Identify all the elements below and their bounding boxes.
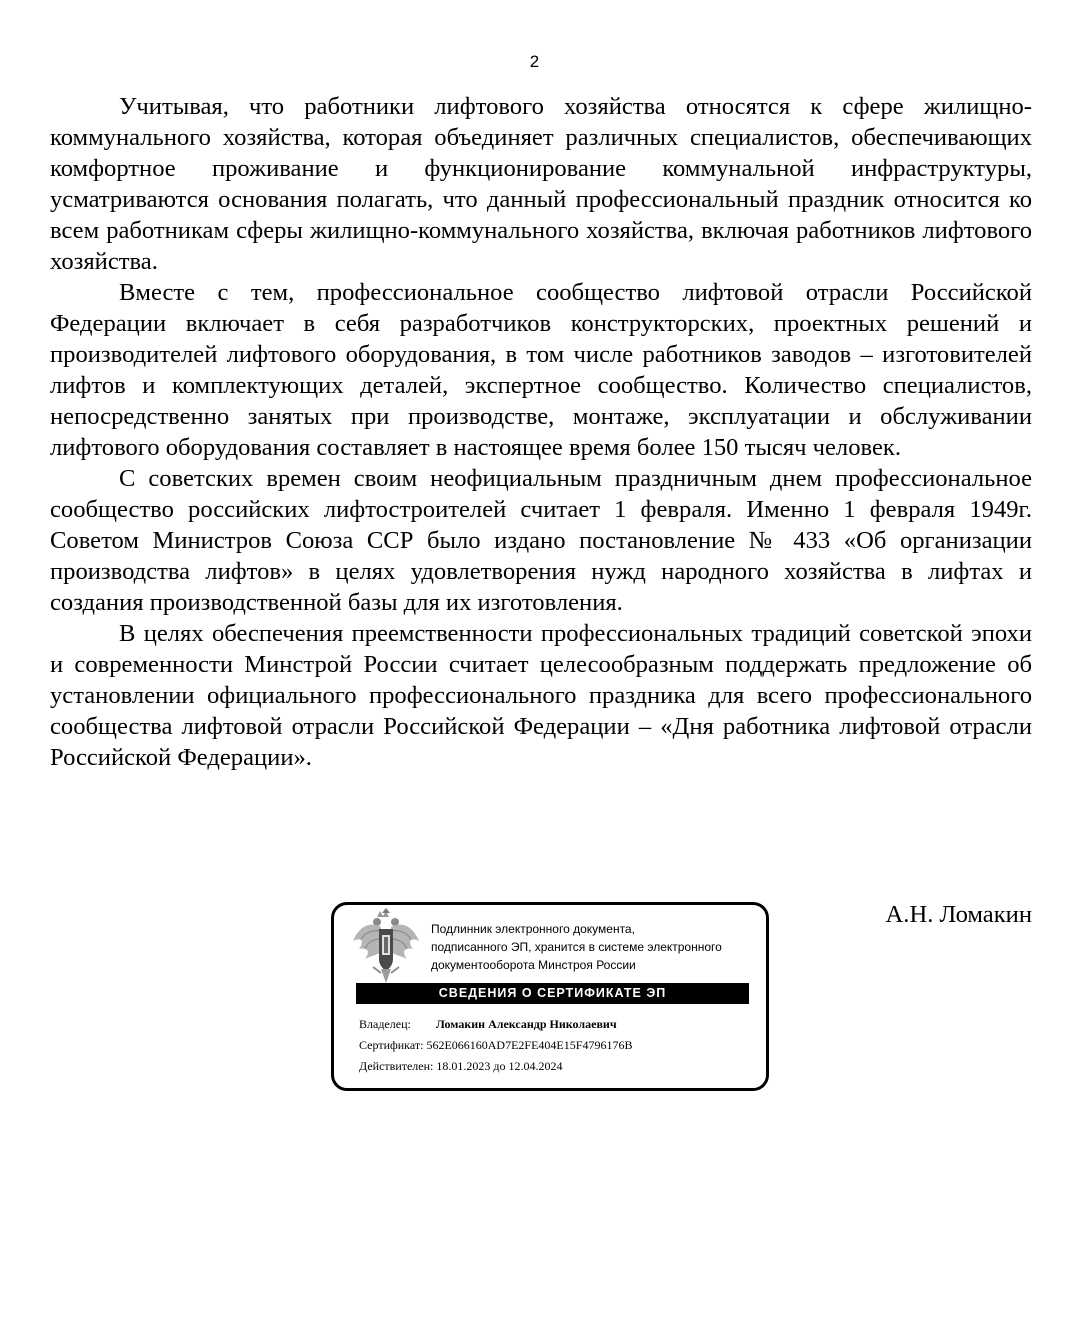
owner-value: Ломакин Александр Николаевич [435, 1017, 617, 1031]
paragraph-3: С советских времен своим неофициальным праздничным днем профессиональное сообщество российских лифтостроителей считает 1 февраля. Именно 1 февраля 1949г. Советом Министров Союза ССР было издано постановление № 433 «Об организации производства лифтов» в целях удовлетворения нужд народного хозяйства в лифтах и создания производственной базы для их изготовления. [50, 465, 1032, 616]
stamp-header-line: Подлинник электронного документа, [431, 922, 635, 936]
certificate-value: 562E066160AD7E2FE404E15F4796176B [426, 1038, 633, 1052]
document-body [50, 91, 1032, 773]
owner-label: Владелец: [359, 1017, 411, 1031]
certificate-label: Сертификат: [359, 1038, 424, 1052]
stamp-header-line: подписанного ЭП, хранится в системе электронного [431, 940, 722, 954]
electronic-signature-stamp [331, 902, 769, 1091]
certificate-number-row [359, 1035, 759, 1056]
signatory-name: А.Н. Ломакин [885, 901, 1032, 928]
page-number: 2 [529, 52, 540, 71]
stamp-header [431, 920, 766, 974]
double-headed-eagle-icon [351, 907, 421, 987]
paragraph-1: Учитывая, что работники лифтового хозяйства относятся к сфере жилищно-коммунального хозяйства, которая объединяет различных специалистов, обеспечивающих комфортное проживание и функционирование коммунальной инфраструктуры, усматриваются основания полагать, что данный профессиональный праздник относится ко всем работникам сферы жилищно-коммунального хозяйства, включая работников лифтового хозяйства. [50, 93, 1032, 275]
stamp-header-line: документооборота Минстроя России [431, 958, 636, 972]
certificate-owner-row [359, 1014, 759, 1035]
valid-value: 18.01.2023 до 12.04.2024 [436, 1059, 563, 1073]
certificate-validity-row [359, 1056, 759, 1077]
paragraph-2: Вместе с тем, профессиональное сообщество лифтовой отрасли Российской Федерации включает в себя разработчиков конструкторских, проектных решений и производителей лифтового оборудования, в том числе работников заводов – изготовителей лифтов и комплектующих деталей, экспертное сообщество. Количество специалистов, непосредственно занятых при производстве, монтаже, эксплуатации и обслуживании лифтового оборудования составляет в настоящее время более 150 тысяч человек. [50, 279, 1032, 461]
paragraph-4: В целях обеспечения преемственности профессиональных традиций советской эпохи и современности Минстрой России считает целесообразным поддержать предложение об установлении официального профессионального праздника для всего профессионального сообщества лифтовой отрасли Российской Федерации – «Дня работника лифтовой отрасли Российской Федерации». [50, 620, 1032, 771]
certificate-title-bar: СВЕДЕНИЯ О СЕРТИФИКАТЕ ЭП [356, 983, 749, 1004]
valid-label: Действителен: [359, 1059, 434, 1073]
certificate-details [359, 1014, 759, 1077]
